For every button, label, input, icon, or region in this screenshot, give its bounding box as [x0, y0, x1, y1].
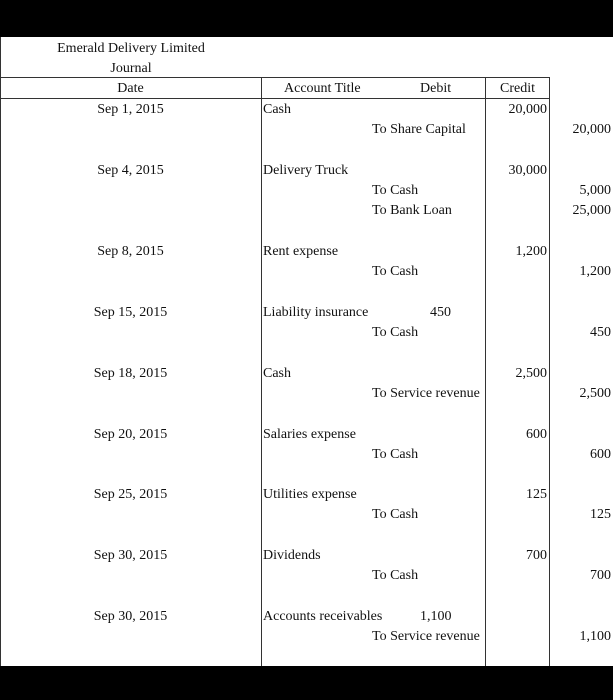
- entry-credit-account: To Share Capital: [372, 122, 466, 137]
- entry-credit-amount: 25,000: [572, 203, 611, 218]
- entry-credit-amount: 125: [590, 507, 611, 522]
- entry-debit-account: Delivery Truck: [263, 163, 349, 178]
- entry-debit-amount: 450: [430, 305, 451, 320]
- journal-title: Journal: [110, 61, 152, 76]
- company-name: Emerald Delivery Limited: [57, 41, 205, 56]
- entry-debit-account: Accounts receivables: [263, 609, 383, 624]
- entry-credit-col-amount: 700: [526, 548, 547, 563]
- left-border: [0, 37, 1, 666]
- header-credit: Credit: [500, 81, 535, 96]
- entry-date: Sep 4, 2015: [97, 163, 164, 178]
- entry-debit-amount: 1,100: [420, 609, 452, 624]
- entry-credit-amount: 5,000: [579, 183, 611, 198]
- journal-sheet: [0, 37, 613, 666]
- entry-credit-account: To Service revenue: [372, 386, 480, 401]
- entry-credit-amount: 450: [590, 325, 611, 340]
- entry-credit-col-amount: 1,200: [515, 244, 547, 259]
- entry-debit-account: Rent expense: [263, 244, 339, 259]
- header-account-title: Account Title: [284, 81, 361, 96]
- entry-debit-account: Liability insurance: [263, 305, 369, 320]
- entry-credit-col-amount: 20,000: [508, 102, 547, 117]
- entry-date: Sep 1, 2015: [97, 102, 164, 117]
- entry-credit-col-amount: 125: [526, 487, 547, 502]
- entry-credit-account: To Cash: [372, 264, 419, 279]
- entry-credit-col-amount: 2,500: [515, 366, 547, 381]
- entry-credit-account: To Cash: [372, 447, 419, 462]
- entry-debit-account: Utilities expense: [263, 487, 357, 502]
- entry-credit-amount: 1,200: [579, 264, 611, 279]
- entry-credit-account: To Cash: [372, 183, 419, 198]
- entry-credit-account: To Cash: [372, 325, 419, 340]
- entry-date: Sep 20, 2015: [93, 427, 168, 442]
- entry-credit-account: To Cash: [372, 568, 419, 583]
- header-top-line: [0, 77, 550, 78]
- entry-date: Sep 15, 2015: [93, 305, 168, 320]
- entry-date: Sep 25, 2015: [93, 487, 168, 502]
- header-bottom-line: [0, 98, 550, 99]
- col-divider-credit: [549, 77, 550, 666]
- entry-credit-account: To Cash: [372, 507, 419, 522]
- entry-debit-account: Dividends: [263, 548, 321, 563]
- entry-credit-amount: 600: [590, 447, 611, 462]
- entry-date: Sep 30, 2015: [93, 609, 168, 624]
- entry-credit-account: To Service revenue: [372, 629, 480, 644]
- entry-debit-account: Salaries expense: [263, 427, 356, 442]
- entry-date: Sep 8, 2015: [97, 244, 164, 259]
- col-divider-date: [261, 77, 262, 666]
- entry-credit-amount: 700: [590, 568, 611, 583]
- entry-credit-amount: 2,500: [579, 386, 611, 401]
- entry-credit-amount: 1,100: [579, 629, 611, 644]
- entry-date: Sep 30, 2015: [93, 548, 168, 563]
- entry-credit-col-amount: 600: [526, 427, 547, 442]
- entry-debit-account: Cash: [263, 366, 291, 381]
- entry-credit-col-amount: 30,000: [508, 163, 547, 178]
- header-debit: Debit: [420, 81, 452, 96]
- entry-credit-amount: 20,000: [572, 122, 611, 137]
- entry-credit-account: To Bank Loan: [372, 203, 452, 218]
- header-date: Date: [117, 81, 144, 96]
- entry-debit-account: Cash: [263, 102, 291, 117]
- entry-date: Sep 18, 2015: [93, 366, 168, 381]
